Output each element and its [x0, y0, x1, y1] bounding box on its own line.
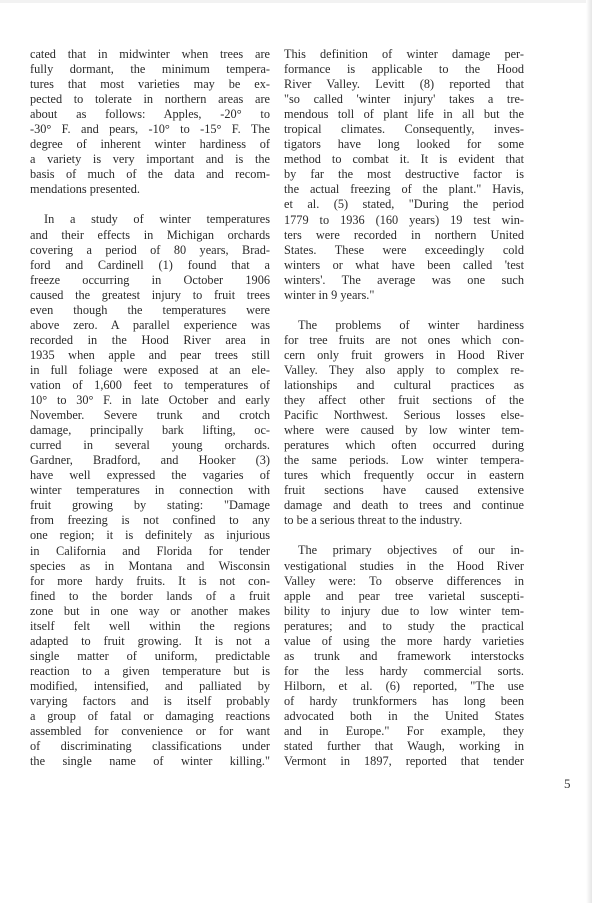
text-line: States. These were exceedingly cold [284, 242, 524, 257]
text-line: pected to tolerate in northern areas are [30, 92, 270, 107]
text-line: a group of fatal or damaging reactions [30, 709, 270, 724]
text-line: for the less hardy commercial sorts. [284, 663, 524, 678]
right-text-column [284, 47, 524, 769]
text-line: peratures; and to study the practical [284, 618, 524, 633]
text-line: formance is applicable to the Hood [284, 62, 524, 77]
text-line: damage and death to trees and continue [284, 498, 524, 513]
text-line: tigators have long looked for some [284, 137, 524, 152]
text-line: the single name of winter killing." [30, 754, 270, 769]
text-line: modified, intensified, and palliated by [30, 678, 270, 693]
text-line: winters'. The average was one such [284, 272, 524, 287]
text-line: by far the most destructive factor is [284, 167, 524, 182]
text-line: mendous toll of plant life in all but the [284, 107, 524, 122]
text-line: 1779 to 1936 (160 years) 19 test win- [284, 212, 524, 227]
text-line: stated further that Waugh, working in [284, 739, 524, 754]
text-line: adapted to fruit growing. It is not a [30, 633, 270, 648]
text-line: recorded in the Hood River area in [30, 332, 270, 347]
text-line: for more hardy fruits. It is not con- [30, 573, 270, 588]
text-line: cated that in midwinter when trees are [30, 47, 270, 61]
text-line: Pacific Northwest. Serious losses else- [284, 408, 524, 423]
text-line: Valley. They also apply to complex re- [284, 362, 524, 377]
text-line: method to combat it. It is evident that [284, 152, 524, 167]
text-line: Vermont in 1897, reported that tender [284, 754, 524, 769]
text-line: ters were recorded in northern United [284, 227, 524, 242]
scan-top-edge [0, 0, 592, 3]
page-number: 5 [564, 776, 571, 791]
left-text-column [30, 47, 270, 769]
text-line: varying factors and is itself probably [30, 693, 270, 708]
text-line: basis of much of the data and recom- [30, 167, 270, 182]
text-line: winter in 9 years." [284, 287, 375, 302]
text-line: tropical climates. Consequently, inves- [284, 122, 524, 137]
paragraph-gap [284, 528, 524, 543]
text-line: assembled for convenience or for want [30, 724, 270, 739]
text-line: and in Europe." For example, they [284, 724, 524, 739]
text-line: as trunk and framework interstocks [284, 648, 524, 663]
text-line: fruit sections have caused extensive [284, 483, 524, 498]
text-line: reaction to a given temperature but is [30, 663, 270, 678]
text-line: a variety is very important and is the [30, 152, 270, 167]
text-line: one region; it is definitely as injurious [30, 528, 270, 543]
text-line: Hilborn, et al. (6) reported, "The use [284, 678, 524, 693]
text-line: caused the greatest injury to fruit trees [30, 287, 270, 302]
text-line: of discriminating classifications under [30, 739, 270, 754]
text-line: November. Severe trunk and crotch [30, 408, 270, 423]
text-line: fully dormant, the minimum tempera- [30, 62, 270, 77]
text-line: The problems of winter hardiness [298, 317, 524, 332]
text-line: peratures which often occurred during [284, 438, 524, 453]
text-line: et al. (5) stated, "During the period [284, 197, 524, 212]
text-line: "so called 'winter injury' takes a tre- [284, 92, 524, 107]
text-line: for tree fruits are not ones which con- [284, 332, 524, 347]
text-line: damage, principally bark lifting, oc- [30, 423, 270, 438]
text-line: value of using the more hardy varieties [284, 633, 524, 648]
text-line: cern only fruit growers in Hood River [284, 347, 524, 362]
text-line: Gardner, Bradford, and Hooker (3) [30, 453, 270, 468]
text-line: fined to the border lands of a fruit [30, 588, 270, 603]
text-line: advocated both in the United States [284, 708, 524, 723]
text-line: The primary objectives of our in- [298, 543, 524, 558]
text-line: from freezing is not confined to any [30, 513, 270, 528]
text-line: Valley were: To observe differences in [284, 573, 524, 588]
text-line: degree of inherent winter hardiness of [30, 137, 270, 152]
text-line: fruit growing by stating: "Damage [30, 498, 270, 513]
text-line: winter temperatures in connection with [30, 483, 270, 498]
text-line: In a study of winter temperatures [44, 212, 270, 227]
text-line: vation of 1,600 feet to temperatures of [30, 377, 270, 392]
text-line: the actual freezing of the plant." Havis, [284, 182, 524, 197]
text-line: itself felt well within the regions [30, 618, 270, 633]
text-line: River Valley. Levitt (8) reported that [284, 77, 524, 92]
text-line: freeze occurring in October 1906 [30, 272, 270, 287]
text-line: species as in Montana and Wisconsin [30, 558, 270, 573]
paragraph-gap [284, 303, 524, 318]
text-line: and their effects in Michigan orchards [30, 227, 270, 242]
text-line: tures that most varieties may be ex- [30, 77, 270, 92]
paragraph-gap [30, 197, 270, 212]
text-line: ford and Cardinell (1) found that a [30, 257, 270, 272]
text-line: -30° F. and pears, -10° to -15° F. The [30, 122, 270, 137]
text-line: even though the temperatures were [30, 302, 270, 317]
text-line: in full foliage were exposed at an ele- [30, 362, 270, 377]
text-line: This definition of winter damage per- [284, 47, 524, 61]
text-line: to be a serious threat to the industry. [284, 513, 463, 528]
text-line: single matter of uniform, predictable [30, 648, 270, 663]
text-line: about as follows: Apples, -20° to [30, 107, 270, 122]
text-line: the same periods. Low winter tempera- [284, 453, 524, 468]
text-line: tures which frequently occur in eastern [284, 468, 524, 483]
text-line: vestigational studies in the Hood River [284, 558, 524, 573]
text-line: lationships and cultural practices as [284, 377, 524, 392]
scan-page-edge [586, 0, 592, 903]
text-line: mendations presented. [30, 182, 140, 197]
text-line: zone but in one way or another makes [30, 603, 270, 618]
text-line: where were caused by low winter tem- [284, 423, 524, 438]
text-line: bility to injury due to low winter tem- [284, 603, 524, 618]
text-line: curred in several young orchards. [30, 438, 270, 453]
text-line: covering a period of 80 years, Brad- [30, 242, 270, 257]
text-line: winters or what have been called 'test [284, 257, 524, 272]
text-line: 1935 when apple and pear trees still [30, 347, 270, 362]
text-line: in California and Florida for tender [30, 543, 270, 558]
text-line: above zero. A parallel experience was [30, 317, 270, 332]
text-line: of hardy trunkformers has long been [284, 693, 524, 708]
text-line: 10° to 30° F. in late October and early [30, 393, 270, 408]
text-line: have well expressed the vagaries of [30, 468, 270, 483]
text-line: they affect other fruit sections of the [284, 393, 524, 408]
text-line: apple and pear tree varietal suscepti- [284, 588, 524, 603]
